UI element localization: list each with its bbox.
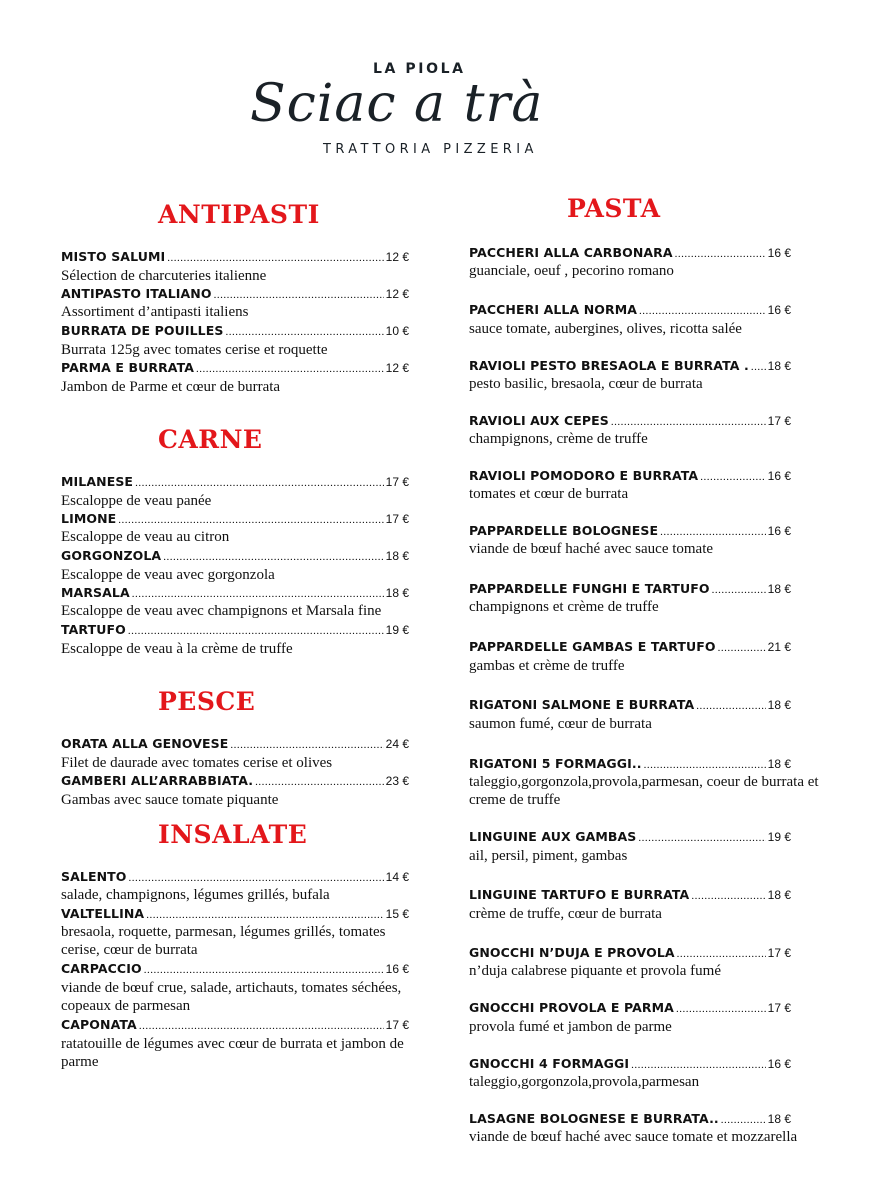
item-description: Burrata 125g avec tomates cerise et roquette	[61, 342, 328, 358]
menu-item	[61, 1016, 409, 1034]
item-price: 18 €	[767, 698, 791, 712]
item-price: 14 €	[385, 870, 409, 884]
item-name: MILANESE	[61, 474, 134, 489]
item-name: LINGUINE AUX GAMBAS	[469, 829, 637, 844]
item-description: guanciale, oeuf , pecorino romano	[469, 263, 674, 279]
restaurant-logo: Sciac a trà	[250, 74, 544, 134]
menu-item	[469, 357, 791, 375]
item-description: Jambon de Parme et cœur de burrata	[61, 379, 281, 395]
menu-item	[61, 547, 409, 565]
item-name: GORGONZOLA	[61, 548, 162, 563]
item-price: 10 €	[385, 324, 409, 338]
menu-item	[469, 580, 791, 598]
item-description: Sélection de charcuteries italienne	[61, 268, 267, 284]
section-title-insalate: INSALATE	[158, 820, 308, 849]
menu-item	[469, 522, 791, 540]
item-description: Escaloppe de veau à la crème de truffe	[61, 641, 293, 657]
item-name: VALTELLINA	[61, 906, 145, 921]
menu-item	[469, 828, 791, 846]
item-price: 18 €	[767, 582, 791, 596]
item-price: 21 €	[767, 640, 791, 654]
item-price: 16 €	[767, 303, 791, 317]
item-price: 15 €	[385, 907, 409, 921]
item-name: PACCHERI ALLA NORMA	[469, 302, 638, 317]
menu-item	[469, 944, 791, 962]
item-price: 17 €	[767, 414, 791, 428]
menu-item	[61, 473, 409, 491]
item-name: LASAGNE BOLOGNESE E BURRATA..	[469, 1111, 719, 1126]
item-price: 12 €	[385, 361, 409, 375]
menu-item	[469, 696, 791, 714]
item-description: Escaloppe de veau avec champignons et Marsala fine	[61, 603, 382, 619]
item-description: gambas et crème de truffe	[469, 658, 625, 674]
item-name: PARMA E BURRATA	[61, 360, 195, 375]
item-name: RIGATONI SALMONE E BURRATA	[469, 697, 695, 712]
item-description: ail, persil, piment, gambas	[469, 848, 628, 864]
item-price: 17 €	[385, 1018, 409, 1032]
menu-item	[61, 960, 409, 978]
item-price: 17 €	[385, 475, 409, 489]
item-name: BURRATA DE POUILLES	[61, 323, 224, 338]
menu-item	[469, 1055, 791, 1073]
item-description: sauce tomate, aubergines, olives, ricotta salée	[469, 321, 742, 337]
item-name: SALENTO	[61, 869, 127, 884]
menu-item	[61, 248, 409, 266]
item-price: 18 €	[385, 549, 409, 563]
item-description: bresaola, roquette, parmesan, légumes grillés, tomates cerise, cœur de burrata	[61, 924, 386, 958]
item-description: viande de bœuf haché avec sauce tomate et mozzarella	[469, 1129, 798, 1145]
item-description: provola fumé et jambon de parme	[469, 1019, 672, 1035]
item-price: 16 €	[767, 1057, 791, 1071]
menu-item	[61, 772, 409, 790]
section-title-antipasti: ANTIPASTI	[158, 200, 320, 229]
item-price: 18 €	[767, 359, 791, 373]
item-name: GNOCCHI 4 FORMAGGI	[469, 1056, 630, 1071]
pretitle: LA PIOLA	[373, 61, 466, 77]
menu-item	[61, 322, 409, 340]
menu-item	[469, 638, 791, 656]
item-name: GNOCCHI PROVOLA E PARMA	[469, 1000, 674, 1015]
item-price: 18 €	[767, 1112, 791, 1126]
menu-item	[469, 1110, 791, 1128]
item-name: RAVIOLI AUX CEPES	[469, 413, 609, 428]
item-description: viande de bœuf haché avec sauce tomate	[469, 541, 714, 557]
subtitle: TRATTORIA PIZZERIA	[323, 142, 538, 157]
item-description: pesto basilic, bresaola, cœur de burrata	[469, 376, 703, 392]
item-name: ANTIPASTO ITALIANO	[61, 286, 212, 301]
item-description: Assortiment d’antipasti italiens	[61, 304, 249, 320]
item-name: LINGUINE TARTUFO E BURRATA	[469, 887, 690, 902]
item-name: ORATA ALLA GENOVESE	[61, 736, 229, 751]
item-price: 18 €	[767, 757, 791, 771]
item-price: 19 €	[767, 830, 791, 844]
item-description: n’duja calabrese piquante et provola fumé	[469, 963, 721, 979]
item-name: TARTUFO	[61, 622, 126, 637]
item-name: PAPPARDELLE FUNGHI E TARTUFO	[469, 581, 710, 596]
item-name: PAPPARDELLE BOLOGNESE	[469, 523, 659, 538]
menu-item	[469, 467, 791, 485]
item-price: 19 €	[385, 623, 409, 637]
item-price: 16 €	[767, 524, 791, 538]
item-description: viande de bœuf crue, salade, artichauts, tomates séchées, copeaux de parmesan	[61, 980, 402, 1014]
item-name: LIMONE	[61, 511, 117, 526]
section-title-carne: CARNE	[158, 425, 263, 454]
item-name: CAPONATA	[61, 1017, 137, 1032]
item-description: champignons, crème de truffe	[469, 431, 648, 447]
item-price: 17 €	[385, 512, 409, 526]
item-name: PACCHERI ALLA CARBONARA	[469, 245, 673, 260]
item-price: 24 €	[385, 737, 409, 751]
item-description: Escaloppe de veau panée	[61, 493, 212, 509]
item-name: RAVIOLI POMODORO E BURRATA	[469, 468, 699, 483]
menu-item	[61, 868, 409, 886]
item-description: champignons et crème de truffe	[469, 599, 659, 615]
item-description: ratatouille de légumes avec cœur de burrata et jambon de parme	[61, 1036, 404, 1070]
item-description: Escaloppe de veau au citron	[61, 529, 230, 545]
menu-item	[469, 412, 791, 430]
item-price: 18 €	[385, 586, 409, 600]
menu-item	[61, 510, 409, 528]
menu-item	[469, 301, 791, 319]
item-name: PAPPARDELLE GAMBAS E TARTUFO	[469, 639, 716, 654]
menu-item	[469, 244, 791, 262]
item-description: taleggio,gorgonzola,provola,parmesan	[469, 1074, 700, 1090]
item-name: MARSALA	[61, 585, 130, 600]
item-name: GNOCCHI N’DUJA E PROVOLA	[469, 945, 675, 960]
item-price: 12 €	[385, 250, 409, 264]
item-description: salade, champignons, légumes grillés, bufala	[61, 887, 330, 903]
item-description: tomates et cœur de burrata	[469, 486, 629, 502]
menu-item	[61, 621, 409, 639]
menu-item	[61, 584, 409, 602]
item-price: 18 €	[767, 888, 791, 902]
menu-item	[469, 999, 791, 1017]
item-name: CARPACCIO	[61, 961, 142, 976]
item-name: GAMBERI ALL’ARRABBIATA.	[61, 773, 254, 788]
item-price: 16 €	[767, 469, 791, 483]
menu-item	[61, 735, 409, 753]
menu-item	[61, 359, 409, 377]
item-name: MISTO SALUMI	[61, 249, 166, 264]
item-price: 17 €	[767, 1001, 791, 1015]
item-price: 16 €	[385, 962, 409, 976]
section-title-pesce: PESCE	[158, 687, 256, 716]
menu-item	[469, 755, 791, 773]
item-description: Gambas avec sauce tomate piquante	[61, 792, 279, 808]
item-description: Filet de daurade avec tomates cerise et olives	[61, 755, 333, 771]
item-price: 23 €	[385, 774, 409, 788]
section-title-pasta: PASTA	[567, 194, 661, 223]
menu-item	[61, 285, 409, 303]
item-price: 17 €	[767, 946, 791, 960]
item-description: taleggio,gorgonzola,provola,parmesan, coeur de burrata et creme de truffe	[469, 774, 819, 808]
item-description: crème de truffe, cœur de burrata	[469, 906, 662, 922]
menu-item	[61, 905, 409, 923]
item-name: RAVIOLI PESTO BRESAOLA E BURRATA .	[469, 358, 749, 373]
item-price: 12 €	[385, 287, 409, 301]
menu-item	[469, 886, 791, 904]
item-description: saumon fumé, cœur de burrata	[469, 716, 652, 732]
item-name: RIGATONI 5 FORMAGGI..	[469, 756, 642, 771]
item-price: 16 €	[767, 246, 791, 260]
menu-header	[0, 0, 875, 170]
item-description: Escaloppe de veau avec gorgonzola	[61, 567, 275, 583]
